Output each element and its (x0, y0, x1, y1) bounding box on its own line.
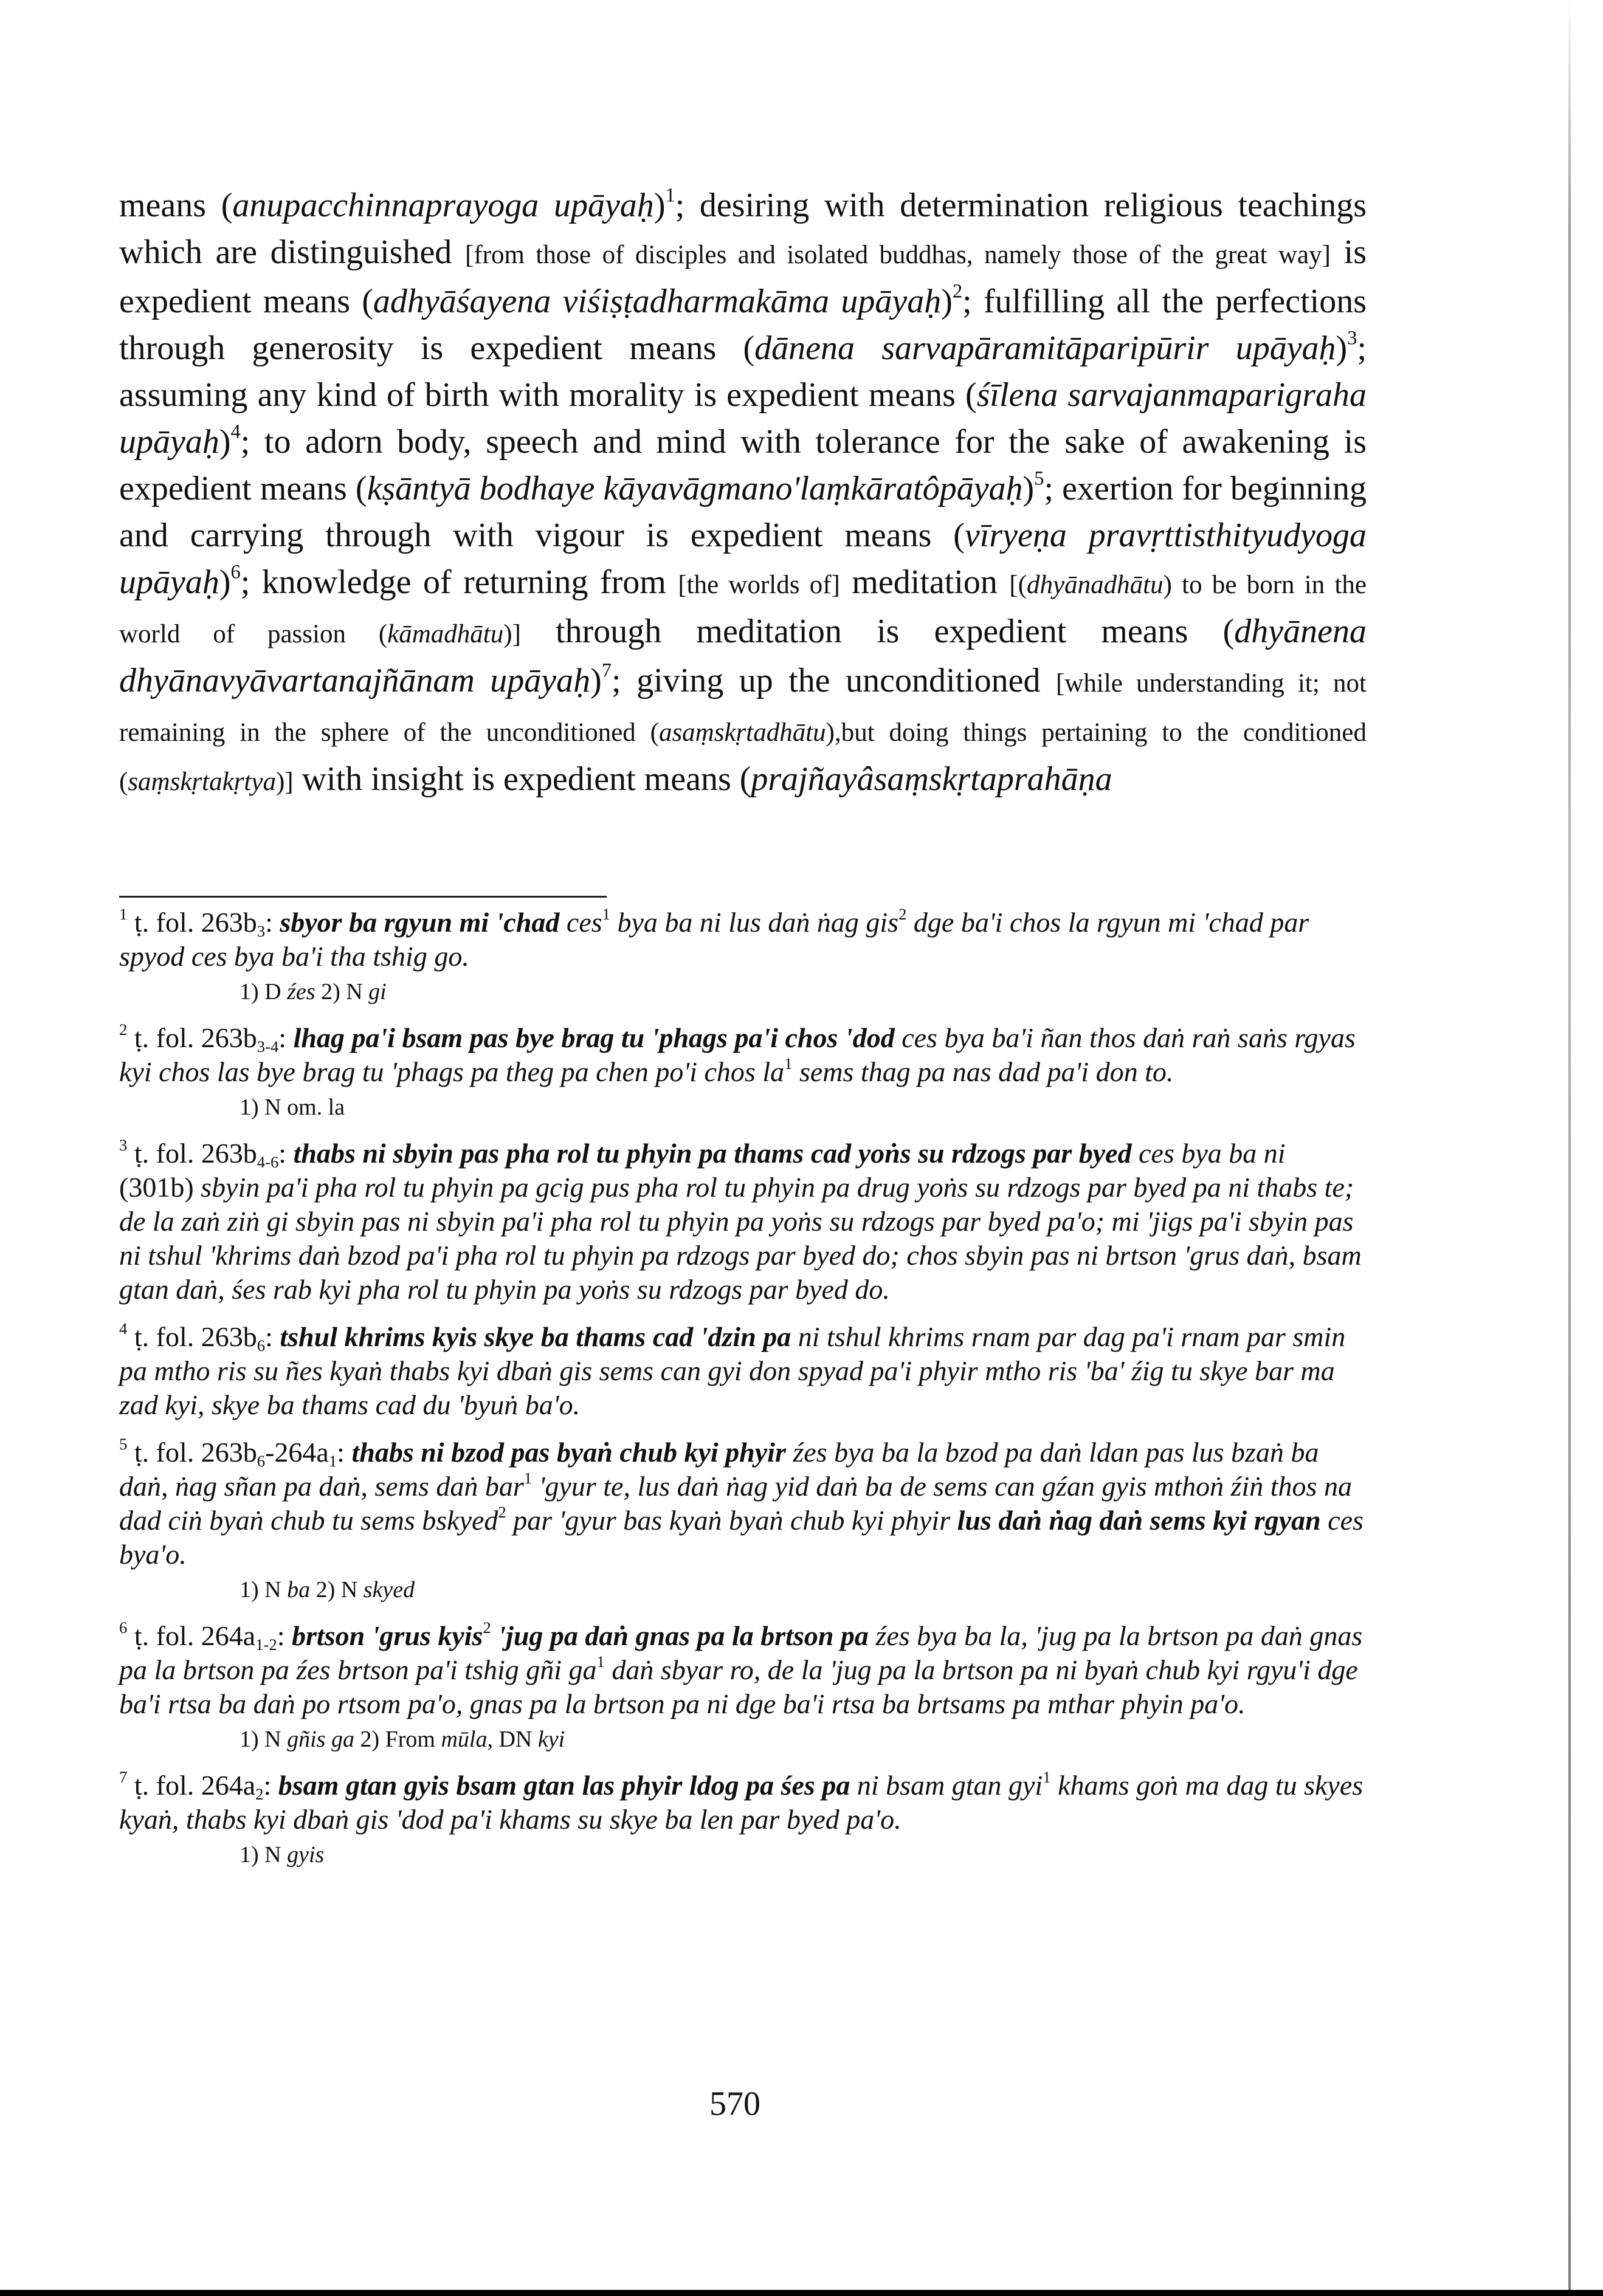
footnote-body (119, 1138, 1362, 1305)
text: źes bya ba la, 'jug pa la brtson pa daṅ gnas pa la brtson pa źes brtson pa'i tshig gñi ga (119, 1620, 1363, 1685)
text: ces (559, 907, 602, 938)
variant-readings (119, 1574, 1367, 1606)
footnote-3 (119, 1136, 1367, 1307)
text: 'gyur te, lus daṅ ṅag yid daṅ ba de sems can gźan gyis mthoṅ źiṅ thos na dad ciṅ byaṅ chub tu sems bskyed (119, 1471, 1352, 1536)
footnote-body (119, 907, 1309, 972)
text: 2) N (315, 979, 369, 1005)
text: is expedient means ( (119, 233, 1367, 320)
sanskrit-term: dhyānadhātu (1027, 571, 1163, 599)
text: through meditation is expedient means ( (520, 613, 1235, 650)
text: ; desiring with determination religious teachings which are distinguished (119, 187, 1367, 271)
variant-ref: 2 (898, 905, 907, 923)
lemma: brtson 'grus kyis (291, 1620, 483, 1651)
bracketed-gloss: )] (503, 620, 521, 648)
text: skyed (363, 1577, 415, 1603)
lemma: bsam gtan gyis bsam gtan las phyir ldog pa śes pa (278, 1770, 850, 1801)
folio-text: ṭ. fol. 263b (134, 1437, 257, 1468)
text: źes bya ba la bzod pa daṅ ldan pas lus bzaṅ ba daṅ, ṅag sñan pa daṅ, sems daṅ bar (119, 1437, 1319, 1502)
footnote-ref: 2 (952, 280, 963, 303)
folio-line: 3 (257, 922, 266, 940)
text: dge ba'i chos la rgyun mi 'chad par spyod ces bya ba'i tha tshig go. (119, 907, 1309, 972)
folio-ref: ṭ. fol. $263b_{4-6}$: (134, 1138, 287, 1171)
text: 1) N (240, 1727, 288, 1752)
footnotes (119, 906, 1367, 1884)
bracketed-gloss: )] (275, 768, 294, 796)
footnote-6 (119, 1619, 1367, 1755)
sanskrit-term: vīryeṇa pravṛttisthityudyoga upāyaḥ (119, 517, 1367, 601)
variant-readings (119, 976, 1367, 1008)
bracketed-gloss: [from those of disciples and isolated buddhas, namely those of the great way] (465, 241, 1331, 269)
variant-ref: 1 (602, 905, 610, 923)
variant-ref: 2 (483, 1618, 491, 1637)
text: ) (219, 423, 231, 461)
footnote-separator (119, 896, 607, 898)
folio-text: -264a (265, 1437, 329, 1468)
text: ; assuming any kind of birth with morality is expedient means ( (119, 329, 1367, 414)
text: ni tshul khrims rnam par dag pa'i rnam par smin pa mtho ris su ñes kyaṅ thabs kyi dbaṅ gis sems can gyi don spyad pa'i phyir mtho ris 'ba' źig tu skye bar ma zad kyi, skye ba thams cad du 'byuṅ ba'o. (119, 1321, 1346, 1420)
text: gñis ga (287, 1727, 354, 1752)
lemma: lus daṅ ṅag daṅ sems kyi rgyan (957, 1505, 1321, 1536)
footnote-body (119, 1321, 1345, 1420)
footnote-number: 7 (119, 1768, 128, 1786)
footnote-body (119, 1770, 1363, 1835)
folio-ref: ṭ. fol. $263b_{3-4}$: (134, 1022, 287, 1056)
text: ) (590, 662, 602, 699)
variant-readings (119, 1839, 1367, 1871)
sanskrit-term: kāmadhātu (387, 620, 504, 648)
footnote-number: 4 (119, 1319, 128, 1338)
folio-line: 1-2 (255, 1635, 277, 1654)
footnote-number: 5 (119, 1435, 128, 1453)
footnote-ref: 7 (601, 659, 612, 682)
text: ) (1022, 470, 1035, 507)
folio-ref: ṭ. fol. $263b_3$: (134, 907, 273, 940)
sanskrit-term: śīlena sarvajanmaparigraha upāyaḥ (119, 376, 1367, 461)
variant-ref: 1 (784, 1054, 793, 1073)
folio-text: ṭ. fol. 263b (134, 1321, 257, 1352)
text: ces bya ba ni (1131, 1138, 1286, 1169)
text: with insight is expedient means ( (293, 760, 751, 798)
folio-line: 2 (255, 1785, 264, 1803)
sanskrit-term: dhyānena dhyānavyāvartanajñānam upāyaḥ (119, 613, 1367, 699)
folio-text: ṭ. fol. 264a (134, 1770, 256, 1801)
variant-readings: 1) N om. la (240, 1095, 345, 1120)
sanskrit-term: saṃskṛtakṛtya (128, 768, 276, 796)
footnote-1 (119, 906, 1367, 1008)
footnote-4 (119, 1320, 1367, 1422)
scan-edge-shadow (1568, 0, 1571, 2296)
lemma: thabs ni sbyin pas pha rol tu phyin pa thams cad yoṅs su rdzogs par byed (293, 1138, 1132, 1169)
variant-readings (119, 1724, 1367, 1755)
footnote-ref: 6 (230, 561, 241, 583)
text: źes (287, 979, 315, 1005)
folio-text: ṭ. fol. 263b (134, 907, 257, 938)
footnote-ref: 1 (665, 184, 675, 207)
footnote-2 (119, 1021, 1367, 1123)
folio-text: ṭ. fol. 263b (134, 1138, 257, 1169)
text: ) (219, 563, 231, 601)
text: 2) From (354, 1727, 441, 1752)
folio-line: 3-4 (257, 1037, 279, 1056)
folio-ref: ṭ. fol. $264a_2$: (134, 1770, 272, 1803)
text: 1) N (240, 1842, 288, 1868)
text: sbyin pa'i pha rol tu phyin pa gcig pus pha rol tu phyin pa drug yoṅs su rdzogs par byed pa ni thabs te; de la zaṅ ziṅ gi sbyin pas ni sbyin pa'i pha rol tu phyin pa yoṅs su rdzogs par byed pa'o; mi 'jigs pa'i sbyin pas ni tshul 'khrims daṅ bzod pa'i pha rol tu phyin pa rdzogs par byed do; chos sbyin pas ni brtson 'grus daṅ, bsam gtan daṅ, śes rab kyi pha rol tu phyin pa yoṅs su rdzogs par byed do. (119, 1172, 1362, 1305)
text: meditation (839, 563, 1010, 601)
variant-ref: 1 (1043, 1768, 1051, 1786)
sanskrit-term: adhyāśayena viśiṣṭadharmakāma upāyaḥ (373, 283, 942, 320)
sanskrit-term: kṣāntyā bodhaye kāyavāgmano'laṃkāratôpāyaḥ (367, 470, 1023, 507)
text: 1) D (240, 979, 288, 1005)
text: khams goṅ ma dag tu skyes kyaṅ, thabs kyi dbaṅ gis 'dod pa'i khams su skye ba len par byed pa'o. (119, 1770, 1363, 1835)
folio-marker: (301b) (119, 1172, 194, 1203)
bracketed-gloss: [( (1009, 571, 1027, 599)
folio-text: ṭ. fol. 263b (134, 1022, 257, 1053)
folio-line: 6 (257, 1452, 266, 1470)
text: ) (653, 187, 666, 224)
variant-ref: 1 (523, 1469, 533, 1487)
text: ces bya'o. (119, 1505, 1363, 1570)
variant-ref: 1 (596, 1652, 605, 1671)
text: ) (941, 283, 953, 320)
text: par 'gyur bas kyaṅ byaṅ chub kyi phyir (506, 1505, 957, 1536)
footnote-5 (119, 1435, 1367, 1606)
folio-line: 4-6 (257, 1153, 279, 1171)
text: kyi (537, 1727, 565, 1752)
main-text (119, 182, 1367, 805)
lemma: tshul khrims kyis skye ba thams cad 'dzin pa (280, 1321, 791, 1352)
lemma: lhag pa'i bsam pas bye brag tu 'phags pa'i chos 'dod (293, 1022, 895, 1053)
variant-ref: 2 (498, 1503, 506, 1521)
bracketed-gloss: ) to be born in the world of passion ( (119, 571, 1367, 648)
bracketed-gloss: [while understanding it; not remaining in the sphere of the unconditioned ( (119, 669, 1367, 747)
footnote-ref: 4 (230, 421, 241, 443)
lemma: thabs ni bzod pas byaṅ chub kyi phyir (351, 1437, 786, 1468)
sanskrit-term: asaṃskṛtadhātu (658, 718, 826, 747)
footnote-number: 2 (119, 1020, 128, 1039)
text: ; to adorn body, speech and mind with tolerance for the sake of awakening is expedient means ( (119, 423, 1367, 507)
text: ba (287, 1577, 311, 1603)
footnote-number: 6 (119, 1618, 128, 1637)
sanskrit-term: prajñayâsaṃskṛtaprahāṇa (751, 760, 1112, 798)
folio-text: ṭ. fol. 264a (134, 1620, 256, 1651)
text: gyis (287, 1842, 325, 1868)
text: ces bya ba'i ñan thos daṅ raṅ saṅs rgyas kyi chos las bye brag tu 'phags pa theg pa chen po'i chos la (119, 1022, 1356, 1087)
text: ; knowledge of returning from (240, 563, 678, 601)
page-number: 570 (709, 2085, 760, 2123)
footnote-number: 1 (119, 905, 128, 923)
text: 2) N (310, 1577, 364, 1603)
text: ; giving up the unconditioned (612, 662, 1056, 699)
footnote-ref: 5 (1034, 467, 1044, 490)
text: sems thag pa nas dad pa'i don to. (792, 1056, 1174, 1087)
bracketed-gloss: [the worlds of] (678, 571, 840, 599)
lemma: 'jug pa daṅ gnas pa la brtson pa (491, 1620, 869, 1651)
footnote-body (119, 1620, 1362, 1719)
text: ; fulfilling all the perfections through generosity is expedient means ( (119, 283, 1367, 367)
sanskrit-term: anupacchinnaprayoga upāyaḥ (232, 187, 654, 224)
footnote-number: 3 (119, 1136, 128, 1154)
bracketed-gloss: ),but doing things pertaining to the conditioned ( (119, 718, 1367, 796)
folio-line: 1 (328, 1452, 337, 1470)
folio-line: 6 (257, 1336, 266, 1355)
text: daṅ sbyar ro, de la 'jug pa la brtson pa ni byaṅ chub kyi rgyu'i dge ba'i rtsa ba daṅ po rtsom pa'o, gnas pa la brtson pa ni dge ba'i rtsa ba brtsams pa mthar phyin pa'o. (119, 1654, 1358, 1719)
text: means ( (119, 187, 233, 224)
text: ni bsam gtan gyi (850, 1770, 1043, 1801)
lemma: sbyor ba rgyun mi 'chad (280, 907, 560, 938)
text: ) (1336, 329, 1348, 367)
scan-bottom-border (0, 2290, 1603, 2296)
text: mūla (441, 1727, 488, 1752)
text: , DN (487, 1727, 538, 1752)
text: bya ba ni lus daṅ ṅag gis (610, 907, 899, 938)
footnote-7 (119, 1768, 1367, 1871)
text: ; exertion for beginning and carrying through with vigour is expedient means ( (119, 470, 1367, 554)
folio-ref: ṭ. fol. $264a_{1-2}$: (134, 1620, 285, 1654)
footnote-body (119, 1022, 1356, 1087)
footnote-ref: 3 (1347, 327, 1357, 349)
text: 1) N (240, 1577, 288, 1603)
folio-ref: ṭ. fol. $263b_6-264a_1$: (134, 1437, 345, 1470)
sanskrit-term: dānena sarvapāramitāparipūrir upāyaḥ (754, 329, 1336, 367)
text: gi (368, 979, 387, 1005)
folio-ref: ṭ. fol. $263b_6$: (134, 1321, 273, 1355)
